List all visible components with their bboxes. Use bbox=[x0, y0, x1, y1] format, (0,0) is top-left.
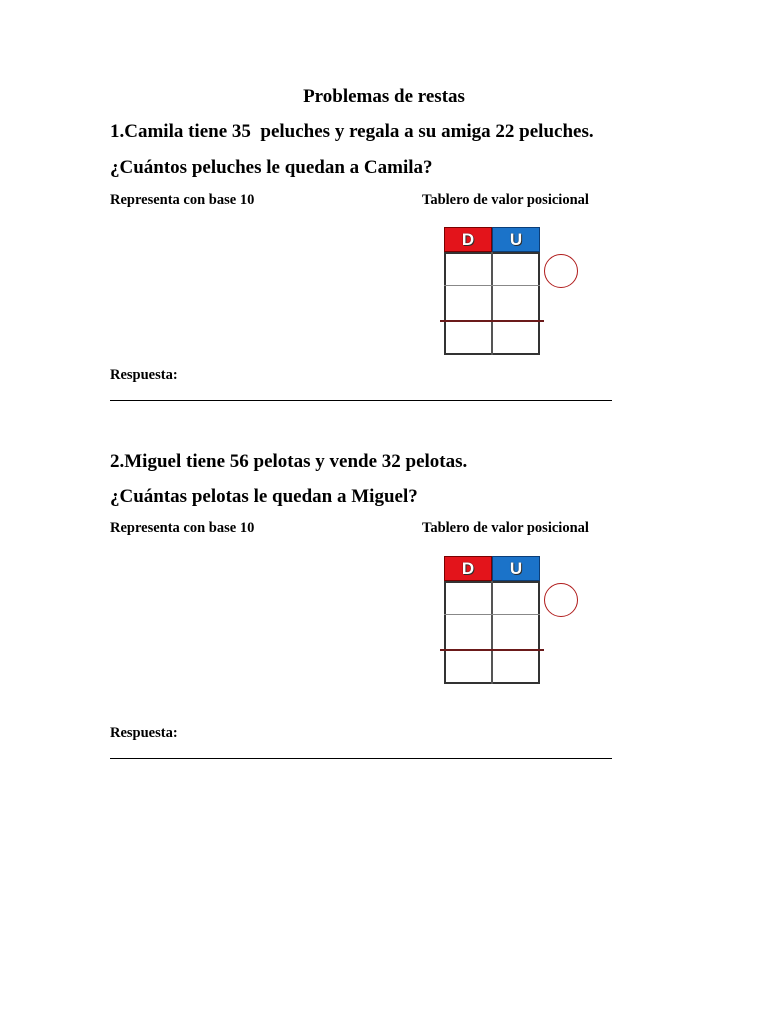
place-value-board-1 bbox=[444, 227, 540, 355]
tens-cell-row-1[interactable] bbox=[444, 252, 492, 285]
tens-header: D bbox=[444, 227, 492, 252]
problem-1-answer-label: Respuesta: bbox=[110, 367, 178, 383]
tens-cell-result[interactable] bbox=[444, 651, 492, 684]
place-value-board-2 bbox=[444, 556, 540, 684]
problem-2-answer-line[interactable] bbox=[110, 758, 612, 759]
problem-2-board-label: Tablero de valor posicional bbox=[422, 520, 589, 536]
operation-sign-circle[interactable] bbox=[544, 254, 578, 288]
units-cell-result[interactable] bbox=[492, 322, 540, 355]
units-cell-row-1[interactable] bbox=[492, 252, 540, 285]
problem-2-statement: 2.Miguel tiene 56 pelotas y vende 32 pelotas. bbox=[110, 451, 468, 472]
tens-cell-row-2[interactable] bbox=[444, 286, 492, 319]
tens-cell-row-2[interactable] bbox=[444, 615, 492, 648]
units-cell-row-2[interactable] bbox=[492, 286, 540, 319]
problem-1-statement: 1.Camila tiene 35 peluches y regala a su amiga 22 peluches. bbox=[110, 121, 594, 142]
problem-1-represent-label: Representa con base 10 bbox=[110, 192, 255, 208]
tens-cell-row-1[interactable] bbox=[444, 581, 492, 614]
worksheet-title: Problemas de restas bbox=[303, 86, 465, 107]
problem-2-question: ¿Cuántas pelotas le quedan a Miguel? bbox=[110, 486, 418, 507]
problem-1-board-label: Tablero de valor posicional bbox=[422, 192, 589, 208]
units-cell-row-1[interactable] bbox=[492, 581, 540, 614]
problem-2-answer-label: Respuesta: bbox=[110, 725, 178, 741]
problem-2-represent-label: Representa con base 10 bbox=[110, 520, 255, 536]
units-cell-row-2[interactable] bbox=[492, 615, 540, 648]
units-header: U bbox=[492, 227, 540, 252]
problem-1-answer-line[interactable] bbox=[110, 400, 612, 401]
units-cell-result[interactable] bbox=[492, 651, 540, 684]
tens-cell-result[interactable] bbox=[444, 322, 492, 355]
operation-sign-circle[interactable] bbox=[544, 583, 578, 617]
problem-1-question: ¿Cuántos peluches le quedan a Camila? bbox=[110, 157, 433, 178]
tens-header: D bbox=[444, 556, 492, 581]
units-header: U bbox=[492, 556, 540, 581]
